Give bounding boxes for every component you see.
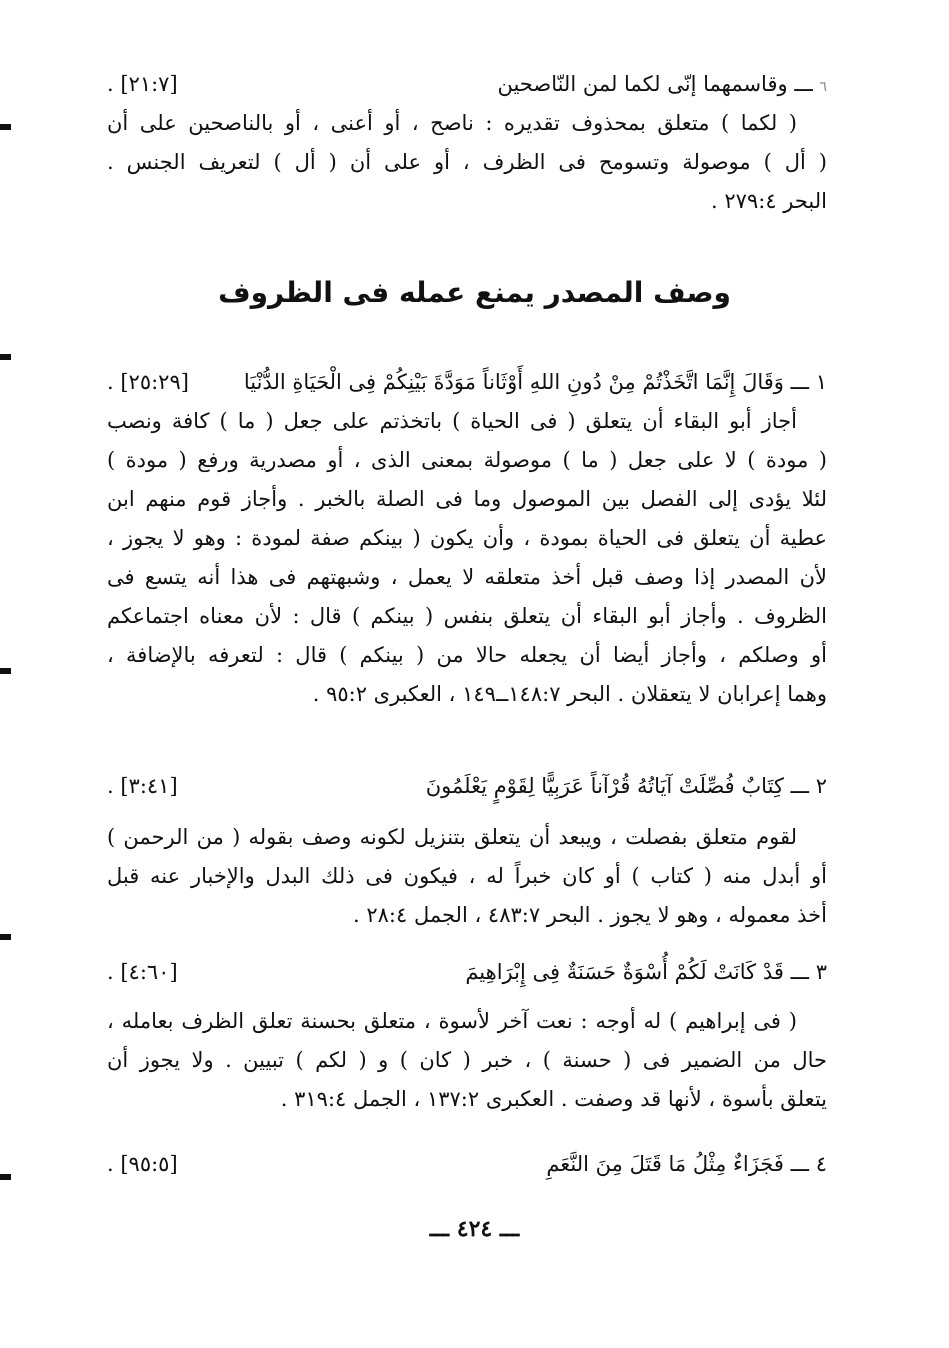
commentary-line: يتعلق بأسوة ، لأنها قد وصفت . العكبرى ١٣٧:٢ ، الجمل ٣١٩:٤ . <box>280 1087 827 1111</box>
commentary-line: عطية أن يتعلق فى الحياة بمودة ، وأن يكون ( بينكم صفة لمودة : وهو لا يجوز ، <box>107 526 827 550</box>
verse-line <box>107 1144 827 1184</box>
commentary-line: لأن المصدر إذا وصف قبل أخذ متعلقه لا يعمل ، وشبهتهم فى هذا أنه يتسع فى <box>107 565 827 589</box>
verse-line <box>107 64 827 104</box>
commentary-line: حال من الضمير فى ( حسنة ) ، خبر ( كان ) و ( لكم ) تبيين . ولا يجوز أن <box>107 1048 827 1072</box>
entry-1 <box>107 362 827 714</box>
commentary-line: البحر ٢٧٩:٤ . <box>711 189 827 213</box>
entry-3 <box>107 952 827 1119</box>
commentary-line: وهما إعرابان لا يتعقلان . البحر ١٤٨:٧ــ١٤٩ ، العكبرى ٩٥:٢ . <box>312 682 827 706</box>
verse-reference: [٩٥:٥] . <box>107 1152 178 1176</box>
commentary-line: أخذ معموله ، وهو لا يجوز . البحر ٤٨٣:٧ ، الجمل ٢٨:٤ . <box>353 903 827 927</box>
commentary-line: الظروف . وأجاز أبو البقاء أن يتعلق بنفس ( بينكم ) قال : لأن معناه اجتماعكم <box>107 604 827 628</box>
commentary-line: أو وصلكم ، وأجاز أيضا أن يجعله حالا من ( بينكم ) قال : لتعرفه بالإضافة ، <box>107 643 827 667</box>
verse-text: ٤ ـــ فَجَزَاءٌ مِثْلُ مَا قَتَلَ مِنَ النَّعَمِ <box>546 1152 827 1176</box>
commentary-line: ( أل ) موصولة وتسومح فى الظرف ، أو على أن ( أل ) لتعريف الجنس . <box>107 150 827 174</box>
entry-4 <box>107 1144 827 1184</box>
verse-reference: [٣:٤١] . <box>107 774 178 798</box>
commentary-line: ( لكما ) متعلق بمحذوف تقديره : ناصح ، أو أعنى ، أو بالناصحين على أن <box>107 111 797 135</box>
commentary-line: لقوم متعلق بفصلت ، ويبعد أن يتعلق بتنزيل لكونه وصف بقوله ( من الرحمن ) <box>107 825 797 849</box>
verse-reference: [٤:٦٠] . <box>107 960 178 984</box>
commentary-line: أجاز أبو البقاء أن يتعلق ( فى الحياة ) باتخذتم على جعل ( ما ) كافة ونصب <box>107 409 797 433</box>
top-section <box>107 64 827 221</box>
verse-line <box>107 952 827 992</box>
verse-reference: [٢٥:٢٩] . <box>107 370 189 394</box>
verse-text: ١ ـــ وَقَالَ إِنَّمَا اتَّخَذْتُمْ مِنْ دُونِ اللهِ أَوْثَاناً مَوَدَّةَ بَيْنِكُمْ فِى الْحَيَاةِ الدُّنْيَا <box>243 370 827 394</box>
verse-line <box>107 766 827 806</box>
section-heading: وصف المصدر يمنع عمله فى الظروف <box>218 276 731 309</box>
scan-edge-mark <box>0 1174 11 1180</box>
page-number: ـــ ٤٢٤ ـــ <box>429 1216 520 1242</box>
verse-text: ٦ ـــ وقاسمهما إنّى لكما لمن النّاصحين <box>497 72 827 96</box>
scan-edge-mark <box>0 354 11 360</box>
scan-edge-mark <box>0 124 11 130</box>
commentary-line: أو أبدل منه ( كتاب ) أو كان خبراً له ، فيكون فى ذلك البدل والإخبار عنه قبل <box>107 864 827 888</box>
verse-line <box>107 362 827 402</box>
commentary-line: لئلا يؤدى إلى الفصل بين الموصول وما فى الصلة بالخبر . وأجاز قوم منهم ابن <box>107 487 827 511</box>
verse-reference: [٢١:٧] . <box>107 72 178 96</box>
entry-2 <box>107 766 827 935</box>
commentary-line: ( فى إبراهيم ) له أوجه : نعت آخر لأسوة ، متعلق بحسنة تعلق الظرف بعامله ، <box>107 1009 797 1033</box>
verse-text: ٢ ـــ كِتَابٌ فُصِّلَتْ آيَاتُهُ قُرْآناً عَرَبِيًّا لِقَوْمٍ يَعْلَمُونَ <box>425 774 827 798</box>
verse-number-marker: ٦ <box>819 79 827 95</box>
scan-edge-mark <box>0 934 11 940</box>
commentary-line: ( مودة ) لا على جعل ( ما ) موصولة بمعنى الذى ، أو مصدرية ورفع ( مودة ) <box>107 448 827 472</box>
verse-text: ٣ ـــ قَدْ كَانَتْ لَكُمْ أُسْوَةٌ حَسَنَةٌ فِى إِبْرَاهِيمَ <box>465 960 827 984</box>
scan-edge-mark <box>0 668 11 674</box>
